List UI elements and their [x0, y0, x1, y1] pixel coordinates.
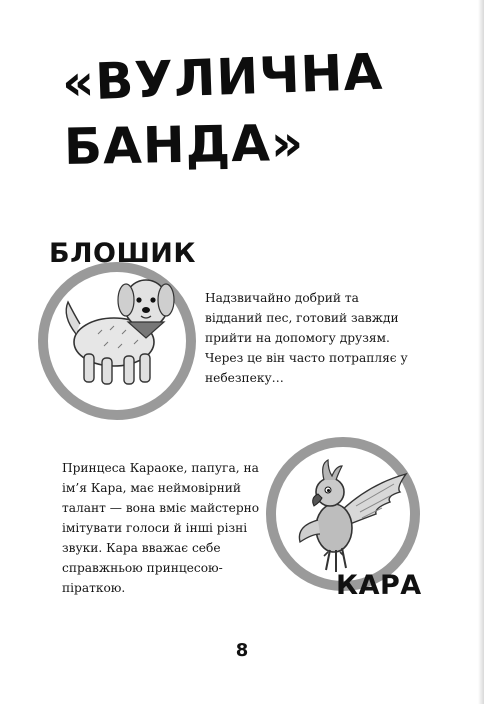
character-2-name: КАРА	[336, 570, 422, 601]
character-2-description: Принцеса Караоке, папуга, на ім’я Кара, має неймовірний талант — вона вміє майстерно імітувати голоси й інші різні звуки. Кара вважає себе справжньою принцесою-піраткою.	[62, 461, 260, 595]
character-1-name: БЛОШИК	[49, 238, 196, 269]
page-title-line-2: БАНДА»	[63, 113, 305, 176]
parrot-illustration-icon	[290, 454, 410, 574]
page-number: 8	[235, 640, 249, 661]
page-title-line-1: «ВУЛИЧНА	[60, 42, 385, 112]
character-1-description: Надзвичайно добрий та відданий пес, готовий завжди прийти на допомогу друзям. Через це він часто потрапляє у небезпеку…	[205, 291, 408, 385]
page-edge-shadow	[478, 0, 484, 704]
dog-illustration-icon	[48, 254, 188, 394]
